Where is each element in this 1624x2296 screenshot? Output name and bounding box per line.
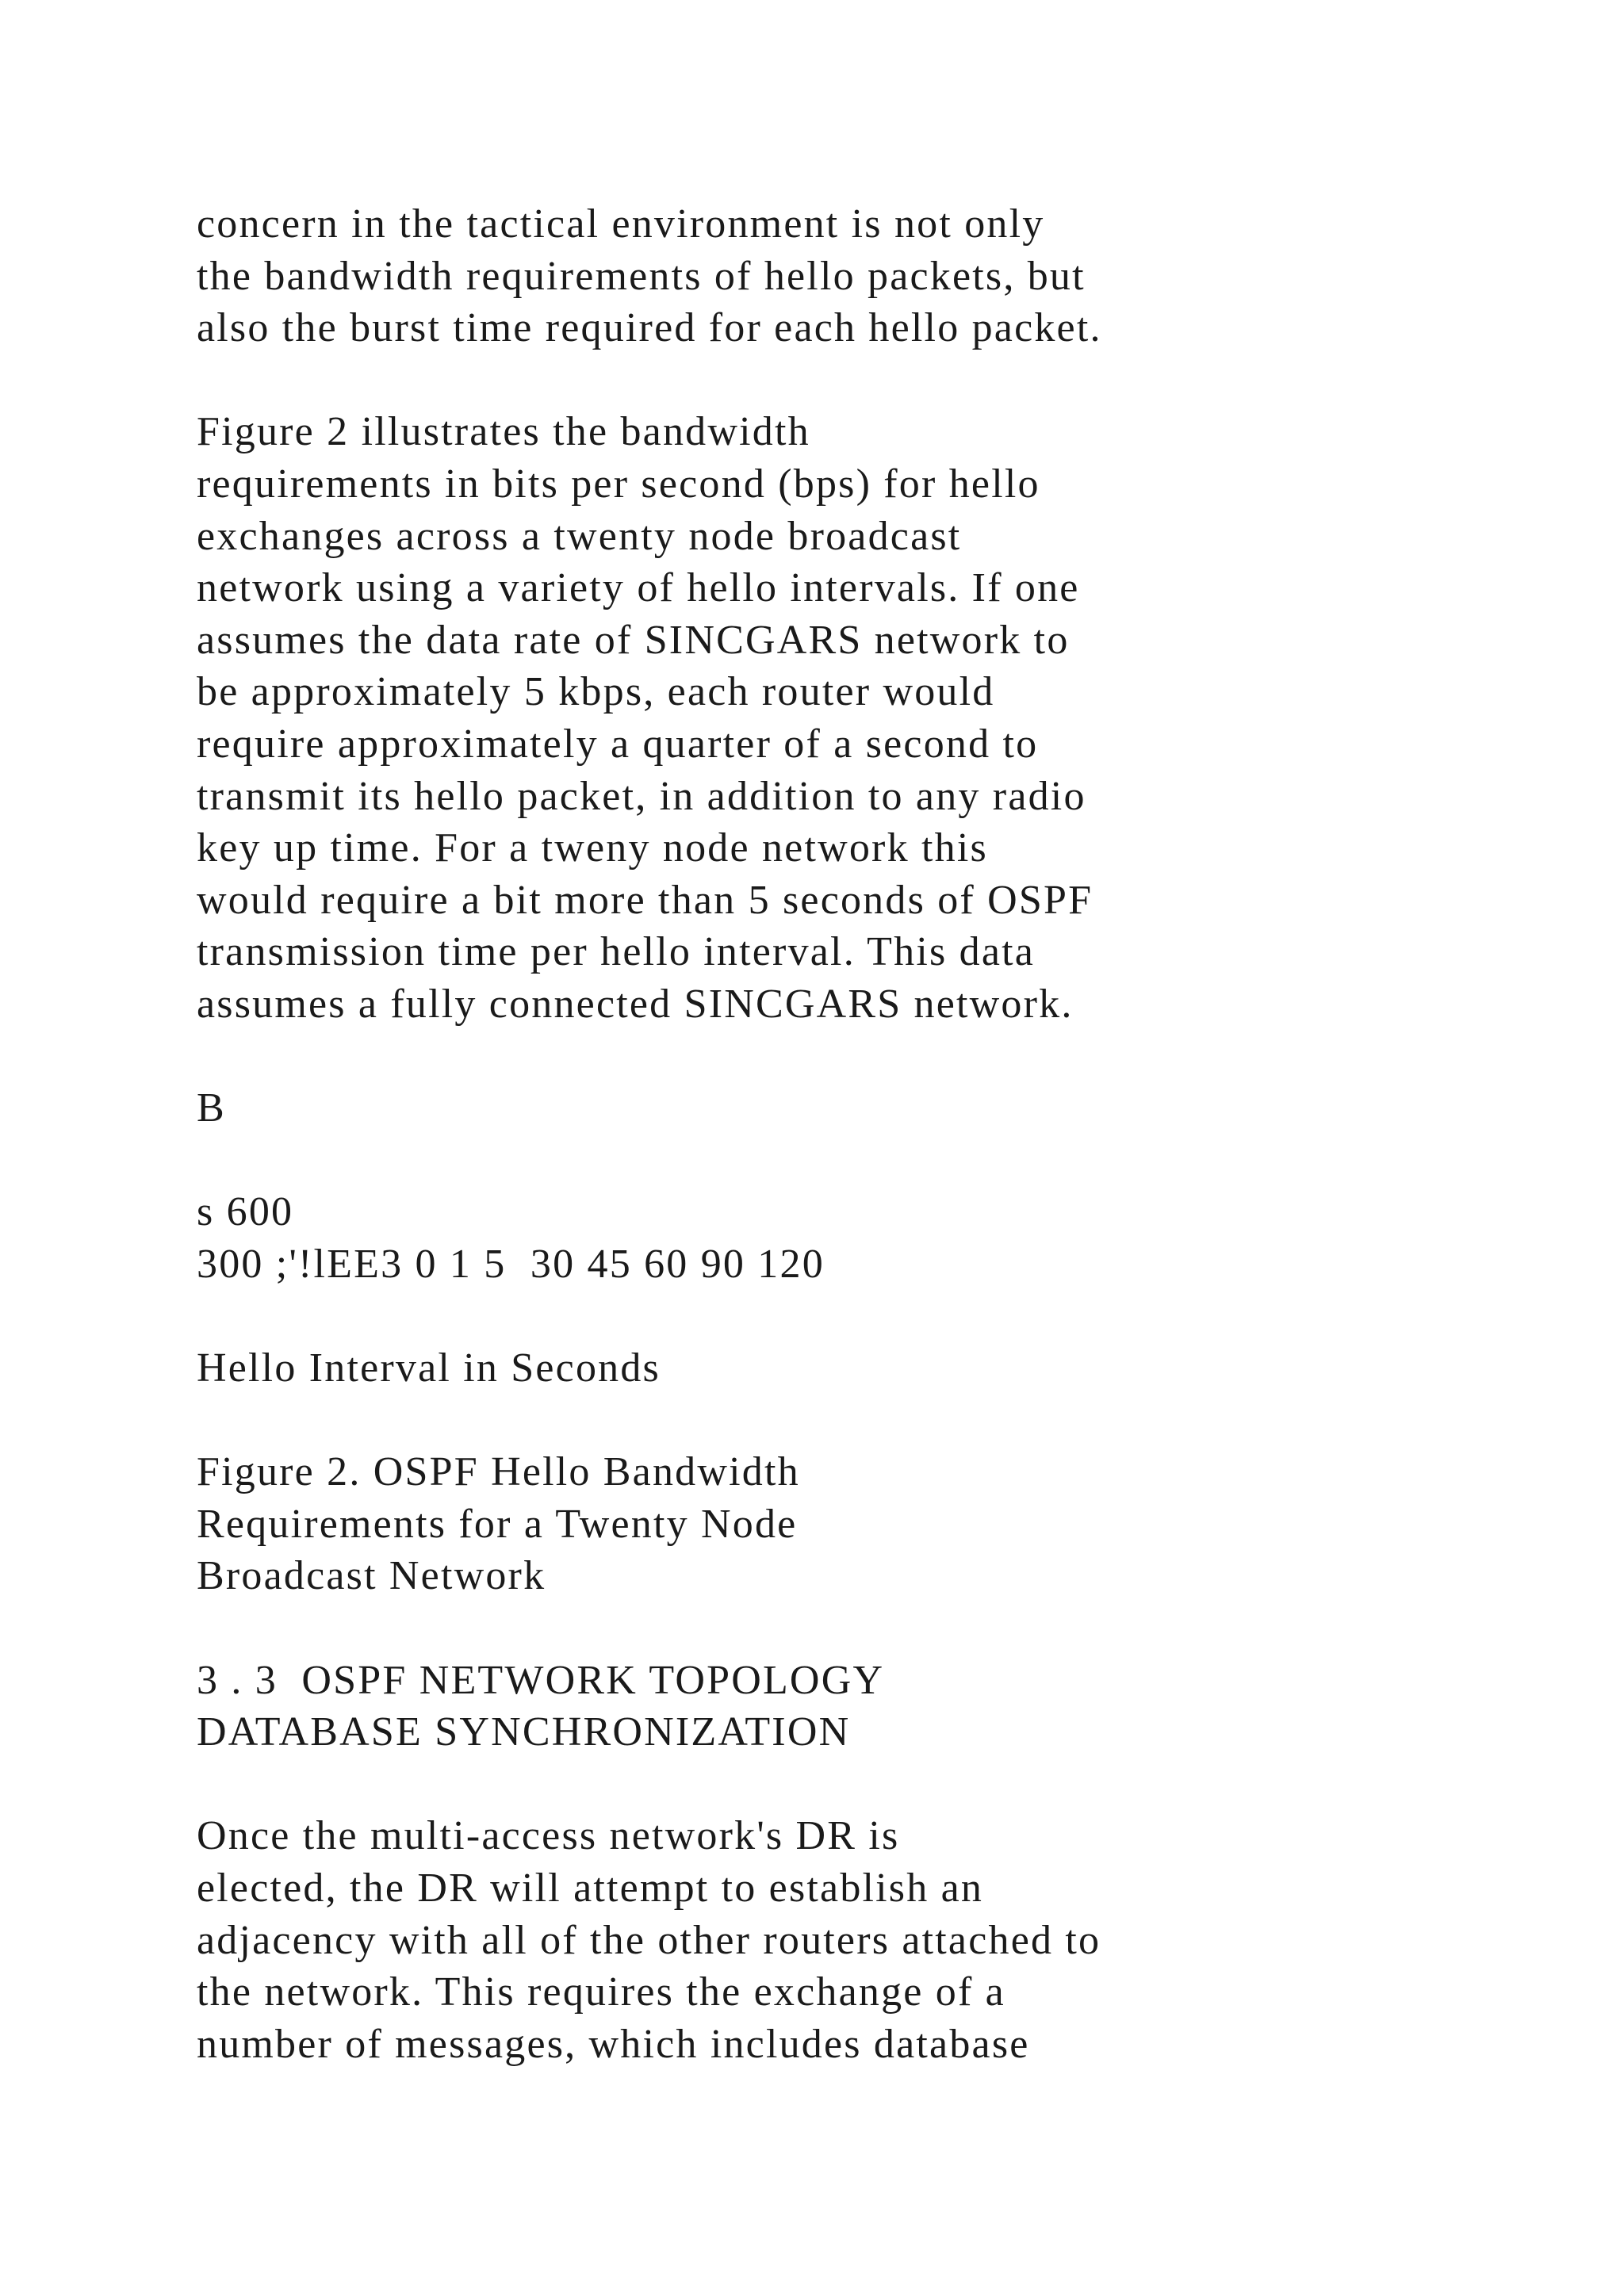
text-line: adjacency with all of the other routers attached to: [197, 1917, 1101, 1963]
caption-line: Broadcast Network: [197, 1553, 546, 1599]
text-line: assumes the data rate of SINCGARS network to: [197, 617, 1070, 663]
text-line: number of messages, which includes database: [197, 2021, 1030, 2067]
figure-caption: [197, 1446, 1434, 1602]
section-heading: [197, 1655, 1434, 1758]
text-line: the network. This requires the exchange of a: [197, 1969, 1005, 2015]
text-line: elected, the DR will attempt to establish an: [197, 1866, 984, 1911]
text-line: key up time. For a tweny node network this: [197, 825, 988, 871]
heading-line: DATABASE SYNCHRONIZATION: [197, 1709, 851, 1755]
text-line: network using a variety of hello intervals. If one: [197, 565, 1080, 611]
text-line: exchanges across a twenty node broadcast: [197, 513, 962, 559]
text-line: requirements in bits per second (bps) for hello: [197, 461, 1040, 507]
figure-text-line: 300 ;'!lEE3 0 1 5 30 45 60 90 120: [197, 1241, 825, 1287]
text-line: transmission time per hello interval. This data: [197, 929, 1036, 975]
text-line: be approximately 5 kbps, each router would: [197, 669, 995, 715]
figure-text-line: s 600: [197, 1189, 294, 1235]
paragraph-bandwidth-concern: [197, 198, 1434, 354]
text-line: transmit its hello packet, in addition to any radio: [197, 773, 1086, 819]
heading-line: 3 . 3 OSPF NETWORK TOPOLOGY: [197, 1657, 885, 1703]
text-line: require approximately a quarter of a second to: [197, 721, 1039, 767]
caption-line: Figure 2. OSPF Hello Bandwidth: [197, 1449, 800, 1495]
text-line: Once the multi-access network's DR is: [197, 1813, 900, 1859]
figure-text-b: B: [197, 1085, 226, 1131]
figure-axis-label: Hello Interval in Seconds: [197, 1345, 661, 1391]
paragraph-dr-adjacency: [197, 1810, 1434, 2070]
text-line: also the burst time required for each hello packet.: [197, 305, 1102, 351]
figure-ocr-text: [197, 1082, 1434, 1395]
paragraph-figure-2-description: [197, 406, 1434, 1030]
text-line: the bandwidth requirements of hello packets, but: [197, 253, 1086, 299]
text-line: Figure 2 illustrates the bandwidth: [197, 409, 810, 455]
text-line: concern in the tactical environment is not only: [197, 201, 1045, 247]
text-line: would require a bit more than 5 seconds of OSPF: [197, 877, 1094, 923]
document-page: [197, 198, 1434, 2070]
text-line: assumes a fully connected SINCGARS network.: [197, 981, 1074, 1027]
caption-line: Requirements for a Twenty Node: [197, 1501, 798, 1547]
